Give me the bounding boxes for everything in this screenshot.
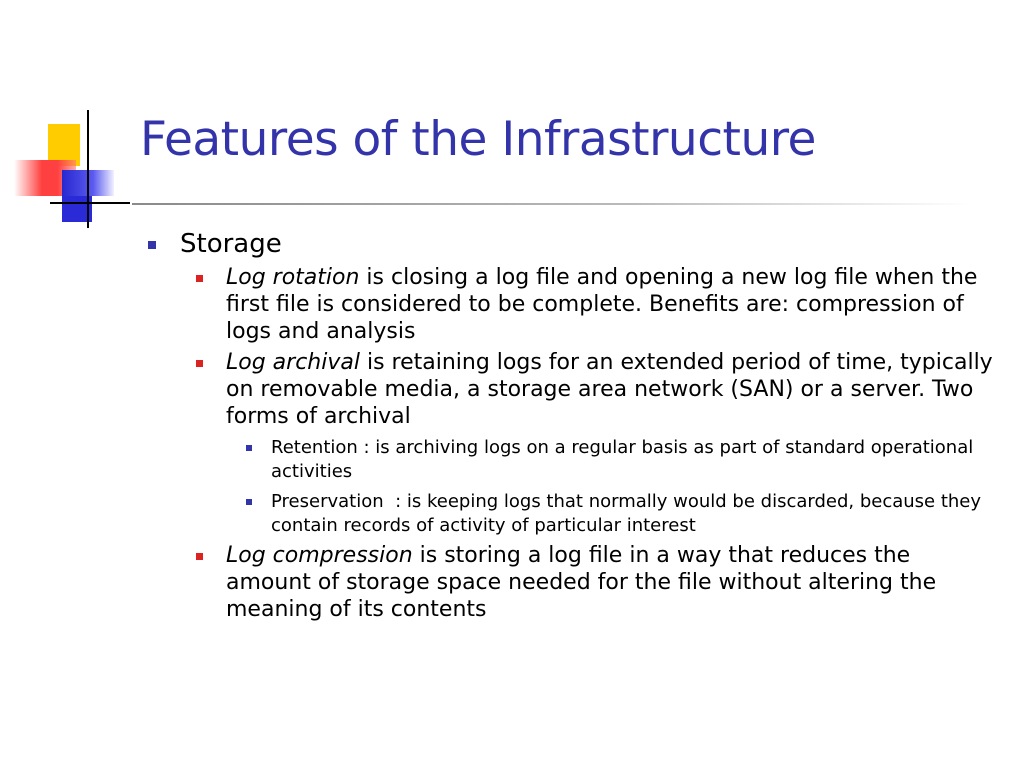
logo-horizontal-line: [50, 202, 130, 204]
bullet-retention: [271, 436, 1000, 484]
bullet-text: Retention : is archiving logs on a regular basis as part of standard operational activities: [271, 437, 974, 482]
bullet-preservation: [271, 490, 1000, 538]
bullet-term: Log rotation: [226, 265, 360, 290]
bullet-text: Preservation : is keeping logs that normally would be discarded, because they contain records of activity of particular interest: [271, 491, 987, 536]
square-bullet-icon: [246, 499, 252, 505]
square-bullet-icon: [246, 445, 252, 451]
bullet-term: Log archival: [226, 350, 360, 375]
bullet-term: Log compression: [226, 543, 413, 568]
bullet-storage: [140, 228, 1000, 260]
square-bullet-icon: [196, 360, 203, 367]
bullet-log-compression: [226, 542, 1000, 623]
slide-title: Features of the Infrastructure: [140, 112, 816, 167]
square-bullet-icon: [148, 241, 156, 249]
title-divider: [132, 203, 972, 205]
bullet-text: is closing a log file and opening a new log file when the first file is considered to be complete. Benefits are: compression of logs and analysis: [226, 265, 978, 344]
square-bullet-icon: [196, 275, 203, 282]
bullet-text: Storage: [180, 229, 282, 259]
decorative-logo: [0, 0, 140, 230]
bullet-text: is retaining logs for an extended period of time, typically on removable media, a storage area network (SAN) or a server. Two forms of archival: [226, 350, 993, 429]
square-bullet-icon: [196, 553, 203, 560]
bullet-log-archival: [226, 349, 1000, 430]
logo-vertical-line: [87, 110, 89, 228]
bullet-log-rotation: [226, 264, 1000, 345]
bullet-text: is storing a log file in a way that reduces the amount of storage space needed for the file without altering the meaning of its contents: [226, 543, 937, 622]
slide-body: [140, 228, 1000, 623]
